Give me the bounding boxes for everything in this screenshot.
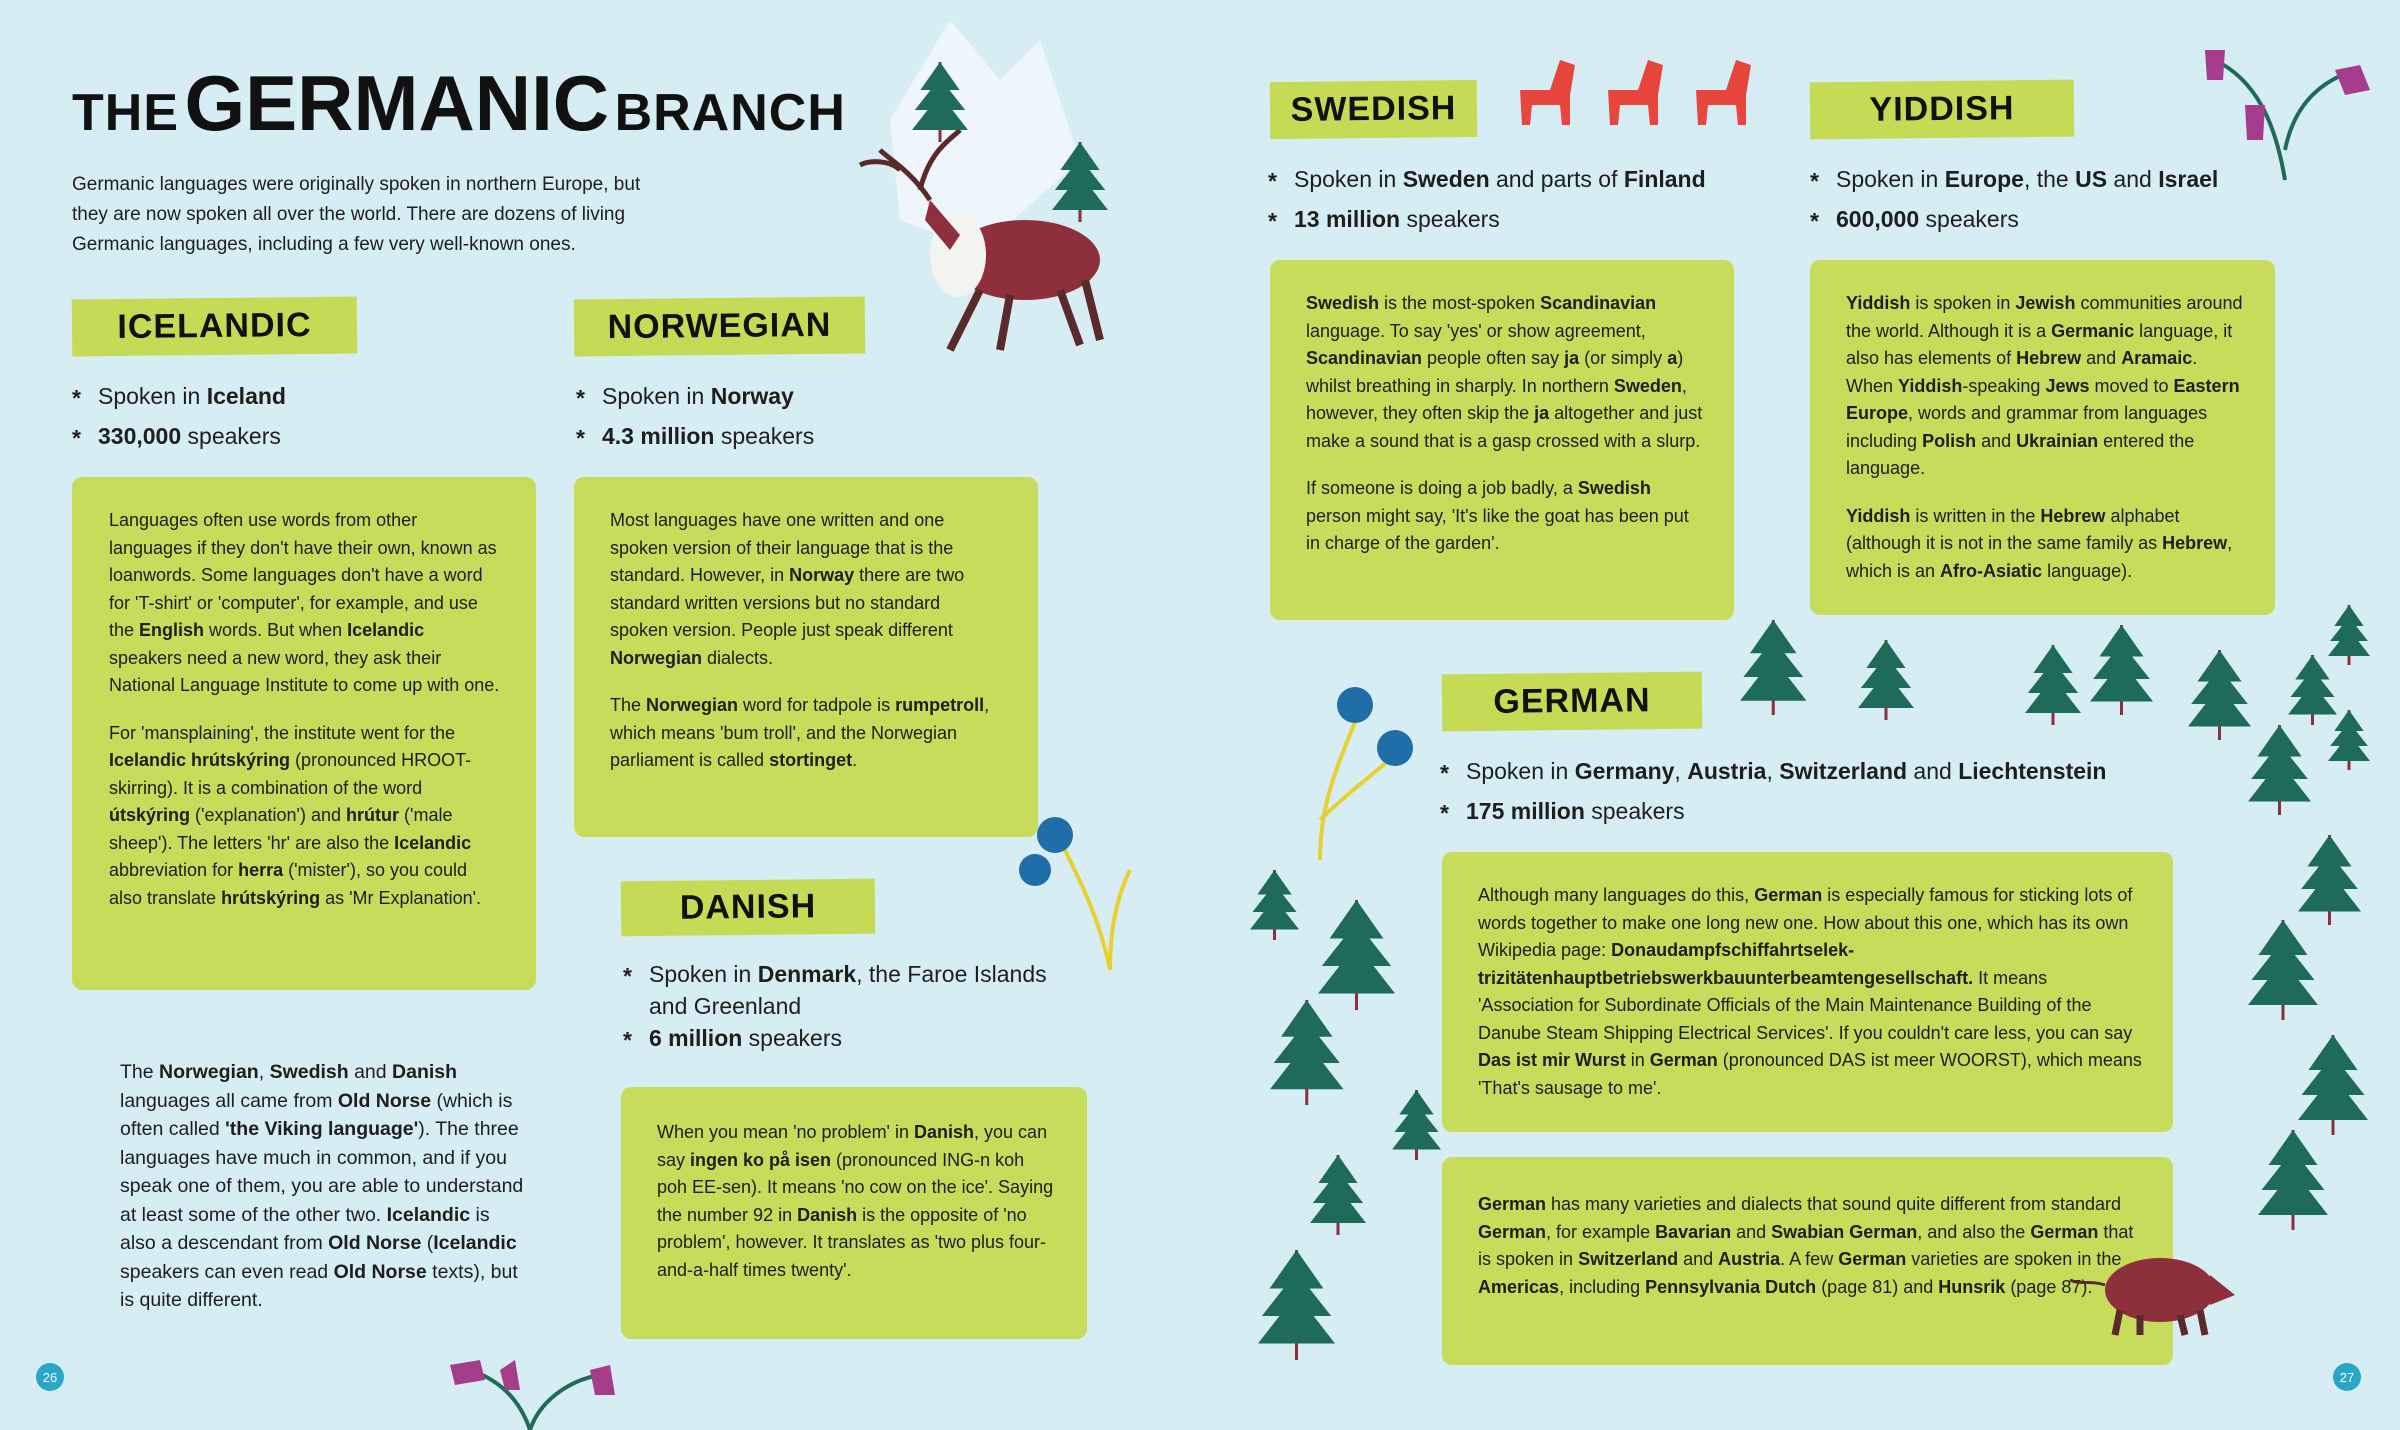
text-run: speakers can even read: [120, 1260, 334, 1283]
bold-term: Swedish: [1577, 478, 1651, 498]
icelandic-bullets: [72, 376, 532, 456]
bold-term: Finland: [1623, 166, 1706, 192]
text-run: Spoken in: [1294, 166, 1403, 192]
text-run: is the most-spoken: [1379, 293, 1541, 313]
bold-term: Swabian German: [1771, 1221, 1918, 1242]
text-run: When you mean 'no problem' in: [657, 1122, 915, 1142]
bullet-item: [1440, 751, 2200, 791]
text-run: speakers: [1400, 206, 1500, 232]
text-run: and parts of: [1489, 166, 1624, 192]
paragraph: [657, 1119, 1057, 1284]
bold-term: Hunsrik: [1938, 1276, 2006, 1297]
text-run: ('explanation') and: [190, 805, 347, 825]
text-run: ). The three languages have much in common, and if you speak one of them, you are able to understand at least some of the other two.: [120, 1118, 524, 1226]
bold-term: Jewish: [2015, 293, 2076, 313]
paragraph: [610, 692, 1002, 775]
paragraph: [109, 720, 500, 913]
text-run: .: [852, 750, 858, 770]
bullet-item: [72, 416, 532, 456]
bold-term: US: [2075, 166, 2108, 192]
swedish-bullets: [1268, 159, 1788, 239]
icelandic-label: ICELANDIC: [72, 297, 358, 357]
text-run: Spoken in: [649, 961, 758, 987]
dala-horses-illustration: [1500, 40, 1780, 140]
pine-tree-icon: [2090, 625, 2153, 715]
bold-term: Sweden: [1613, 375, 1682, 396]
text-run: is spoken in: [1910, 293, 2016, 313]
title-post: BRANCH: [614, 84, 846, 142]
pine-tree-icon: [1858, 640, 1914, 720]
bold-term: English: [139, 620, 205, 640]
text-run: languages all came from: [120, 1089, 338, 1112]
german-bullets: [1440, 751, 2200, 831]
text-run: that is spoken in: [1478, 1221, 2134, 1269]
dala-horse-icon: [1520, 60, 1575, 125]
bullet-item: [72, 376, 532, 416]
bold-term: Icelandic: [394, 832, 472, 853]
pine-tree-icon: [2328, 605, 2370, 665]
paragraph: [1306, 290, 1704, 455]
bold-term: 'the Viking language': [225, 1118, 419, 1140]
text-run: speakers: [714, 423, 815, 449]
page-title: [72, 58, 846, 149]
text-run: (page 81) and: [1816, 1276, 1939, 1297]
bold-term: Norwegian: [159, 1061, 259, 1083]
text-run: If someone is doing a job badly, a: [1306, 478, 1578, 498]
bold-term: Yiddish: [1846, 293, 1911, 313]
text-run: Spoken in: [1836, 166, 1945, 192]
swedish-box: [1270, 260, 1734, 620]
bold-term: Scandinavian: [1540, 293, 1657, 313]
text-run: alphabet (although it is not in the same family as: [1846, 505, 2180, 553]
text-run: abbreviation for: [109, 860, 239, 880]
paragraph: [1846, 503, 2249, 586]
bold-term: hrútur: [346, 805, 400, 825]
page-number-left: 26: [36, 1363, 64, 1391]
bold-term: Danish: [392, 1061, 458, 1083]
pine-tree-icon: [1318, 900, 1395, 1010]
bullet-item: [576, 416, 1036, 456]
bold-term: Aramaic: [2121, 348, 2193, 368]
bold-term: 330,000: [98, 423, 182, 449]
text-run: , which means 'bum troll', and the Norwegian parliament is called: [610, 695, 990, 770]
text-run: speakers: [181, 423, 281, 449]
norwegian-label: NORWEGIAN: [574, 296, 866, 356]
bold-term: Switzerland: [1578, 1249, 1679, 1269]
text-run: ) whilst breathing in sharply. In northern: [1306, 348, 1684, 396]
bold-term: Liechtenstein: [1958, 758, 2107, 784]
bold-term: rumpetroll: [895, 695, 985, 715]
bold-term: Yiddish: [1846, 505, 1911, 526]
bold-term: Scandinavian: [1306, 348, 1423, 368]
bold-term: Pennsylvania Dutch: [1645, 1276, 1817, 1297]
bold-term: Hebrew: [2040, 505, 2106, 526]
text-run: and: [2081, 348, 2122, 368]
bold-term: Yiddish: [1898, 375, 1963, 396]
danish-bullets: [623, 958, 1073, 1054]
bold-term: ingen ko på isen: [690, 1149, 832, 1170]
text-run: (: [421, 1232, 434, 1254]
text-run: moved to: [2089, 375, 2174, 396]
text-run: Although many languages do this,: [1478, 885, 1755, 905]
text-run: , the: [2023, 166, 2076, 192]
cornflower-illustration: [1300, 680, 1410, 870]
pine-tree-icon: [1270, 1000, 1344, 1105]
bullet-item: [1440, 791, 2200, 831]
pine-tree-icon: [1250, 870, 1299, 940]
bold-term: Swedish: [269, 1061, 349, 1083]
bold-term: Austria: [1687, 758, 1767, 784]
bold-term: Germany: [1574, 758, 1675, 784]
pine-tree-icon: [2025, 645, 2081, 725]
text-run: Spoken in: [98, 383, 207, 409]
text-run: , including: [1559, 1276, 1646, 1297]
text-run: For 'mansplaining', the institute went for the: [109, 722, 456, 743]
text-run: ,: [258, 1061, 270, 1083]
text-run: speakers: [742, 1025, 843, 1051]
pine-tree-icon: [1258, 1250, 1335, 1360]
bold-term: a: [1667, 348, 1678, 368]
bold-term: Americas: [1478, 1276, 1560, 1297]
text-run: , however, they often skip the: [1306, 375, 1687, 423]
bold-term: 600,000: [1836, 206, 1920, 232]
text-run: word for tadpole is: [738, 695, 896, 715]
bold-term: Old Norse: [328, 1232, 422, 1254]
text-run: speakers: [1584, 798, 1685, 824]
text-run: varieties are spoken in the: [1906, 1249, 2122, 1269]
icelandic-box: [72, 477, 536, 990]
bold-term: Donaudampfschiffahrtselek-trizitätenhauptbetriebswerkbauunterbeamtengesellschaft.: [1478, 940, 1974, 988]
text-run: language. To say 'yes' or show agreement,: [1306, 320, 1646, 341]
text-run: . A few: [1780, 1249, 1839, 1269]
bold-term: 13 million: [1294, 206, 1401, 232]
page-number-right: 27: [2333, 1363, 2361, 1391]
text-run: . When: [1846, 348, 2198, 396]
bold-term: German: [2030, 1221, 2099, 1242]
bullet-item: [1268, 199, 1788, 239]
norwegian-bullets: [576, 376, 1036, 456]
bold-term: Hebrew: [2162, 533, 2228, 553]
bold-term: German: [1838, 1249, 1907, 1269]
text-run: and: [1976, 430, 2017, 451]
text-run: entered the language.: [1846, 430, 2195, 478]
text-run: and: [1678, 1249, 1719, 1269]
text-run: is especially famous for sticking lots of words together to make one long new one. How about this one, which has its own Wikipedia page:: [1478, 885, 2133, 960]
text-run: as 'Mr Explanation'.: [320, 887, 482, 908]
dala-horse-icon: [1696, 60, 1751, 125]
bold-term: Norway: [710, 383, 794, 409]
paragraph: [1478, 882, 2143, 1102]
pine-tree-icon: [2328, 710, 2370, 770]
text-run: (or simply: [1579, 348, 1668, 368]
text-run: Most languages have one written and one spoken version of their language that is the standard. However, in: [610, 510, 954, 585]
danish-box: [621, 1087, 1087, 1339]
bold-term: 4.3 million: [602, 423, 715, 449]
pine-tree-icon: [912, 62, 968, 142]
text-run: (pronounced ING-n koh poh EE-sen). It means 'no cow on the ice'. Saying the number 92 in: [657, 1149, 1054, 1225]
bold-term: útskýring: [109, 805, 191, 825]
text-run: , the Faroe Islands and Greenland: [649, 961, 1047, 1019]
text-run: language, it also has elements of: [1846, 320, 2233, 368]
text-run: is also a descendant from: [120, 1203, 490, 1254]
bold-term: ja: [1534, 403, 1550, 423]
bold-term: Israel: [2158, 166, 2219, 192]
text-run: is written in the: [1910, 505, 2041, 526]
bold-term: German: [1478, 1221, 1547, 1242]
bullet-item: [623, 1022, 1073, 1054]
paragraph: [1478, 1191, 2143, 1301]
text-run: -speaking: [1962, 375, 2046, 396]
text-run: has many varieties and dialects that sound quite different from standard: [1546, 1194, 2122, 1214]
bold-term: Ukrainian: [2016, 430, 2099, 451]
text-run: communities around the world. Although it is a: [1846, 293, 2243, 341]
bold-term: Hebrew: [2016, 348, 2082, 368]
text-run: Spoken in: [1466, 758, 1575, 784]
bold-term: Austria: [1718, 1249, 1781, 1269]
text-run: , which is an: [1846, 533, 2233, 581]
paragraph: [610, 507, 1002, 672]
bullet-item: [1268, 159, 1788, 199]
text-run: The: [610, 695, 647, 715]
text-run: ,: [1766, 758, 1780, 784]
text-run: ('mister'), so you could also translate: [109, 860, 468, 908]
text-run: people often say: [1422, 348, 1565, 368]
bold-term: Swedish: [1306, 293, 1380, 313]
text-run: It means 'Association for Subordinate Officials of the Main Maintenance Building of the Danube Steam Shipping Electrical Services'. If you couldn't care less, you can say: [1478, 967, 2133, 1043]
text-run: there are two standard written versions but no standard spoken version. People just speak different: [610, 565, 965, 640]
pine-tree-icon: [2298, 1035, 2368, 1135]
bold-term: German: [1649, 1050, 1718, 1070]
bold-term: Old Norse: [337, 1089, 432, 1112]
bold-term: Europe: [1944, 166, 2024, 192]
text-run: and: [1731, 1221, 1772, 1242]
intro-text: Germanic languages were originally spoken in northern Europe, but they are now spoken all over the world. There are dozens of living Germanic languages, including a few very well-known ones.: [72, 174, 641, 255]
bold-term: Afro-Asiatic: [1940, 560, 2043, 581]
title-pre: THE: [72, 84, 179, 142]
text-run: The: [120, 1061, 160, 1083]
yiddish-label: YIDDISH: [1810, 80, 2075, 140]
text-run: altogether and just make a sound that is a gasp crossed with a slurp.: [1306, 403, 1703, 451]
dala-horse-icon: [1608, 60, 1663, 125]
text-run: (pronounced DAS ist meer WOORST), which means 'That's sausage to me'.: [1478, 1050, 2142, 1098]
pine-tree-icon: [2298, 835, 2361, 925]
bold-term: 6 million: [649, 1025, 743, 1051]
text-run: words. But when: [204, 620, 348, 640]
title-main: GERMANIC: [184, 59, 610, 147]
text-run: , and also the: [1917, 1221, 2031, 1242]
bold-term: Jews: [2045, 375, 2090, 396]
text-run: Spoken in: [602, 383, 711, 409]
pine-tree-icon: [1740, 620, 1807, 715]
boar-illustration: [2060, 1240, 2240, 1340]
text-run: texts), but is quite different.: [120, 1260, 518, 1311]
bold-term: Norwegian: [646, 695, 739, 715]
pine-tree-icon: [2248, 920, 2318, 1020]
danish-label: DANISH: [621, 879, 876, 937]
text-run: dialects.: [702, 647, 774, 668]
paragraph: [109, 507, 500, 700]
swedish-label: SWEDISH: [1270, 80, 1478, 139]
yiddish-box: [1810, 260, 2275, 615]
bold-term: Danish: [797, 1204, 858, 1225]
bold-term: hrútskýring: [221, 887, 321, 908]
pine-tree-icon: [1392, 1090, 1441, 1160]
bold-term: Bavarian: [1655, 1221, 1732, 1242]
text-run: (which is often called: [120, 1089, 513, 1140]
pine-tree-icon: [2258, 1130, 2328, 1230]
bold-term: Germanic: [2051, 320, 2135, 341]
cornflower-illustration: [1010, 800, 1130, 980]
norwegian-box: [574, 477, 1038, 837]
bold-term: Norway: [789, 565, 855, 585]
bold-term: Eastern Europe: [1846, 375, 2240, 423]
bold-term: Icelandic: [347, 620, 425, 640]
bold-term: herra: [238, 860, 284, 880]
text-run: (pronounced HROOT-skirring). It is a combination of the word: [109, 750, 472, 798]
text-run: and: [348, 1061, 393, 1083]
bellflower-illustration: [2185, 20, 2375, 180]
bold-term: stortinget: [769, 750, 853, 770]
pine-tree-icon: [1052, 142, 1108, 222]
text-run: person might say, 'It's like the goat has been put in charge of the garden'.: [1306, 505, 1689, 553]
bullet-item: [623, 958, 1073, 1022]
bold-term: 175 million: [1466, 798, 1585, 824]
text-run: is the opposite of 'no problem', however. It translates as 'two plus four-and-a-half times twenty'.: [657, 1204, 1047, 1280]
bold-term: ja: [1564, 348, 1580, 368]
old-norse-paragraph: [120, 1058, 530, 1315]
bold-term: Norwegian: [610, 647, 703, 668]
text-run: and: [2107, 166, 2159, 192]
bullet-item: [1810, 199, 2330, 239]
pine-tree-icon: [2248, 725, 2311, 815]
text-run: speakers: [1919, 206, 2019, 232]
text-run: , words and grammar from languages including: [1846, 403, 2208, 451]
bellflower-illustration: [440, 1350, 620, 1430]
bold-term: Iceland: [206, 383, 286, 409]
text-run: (page 87).: [2005, 1276, 2093, 1297]
text-run: in: [1625, 1050, 1650, 1070]
bold-term: Icelandic hrútskýring: [109, 750, 291, 770]
text-run: , for example: [1546, 1221, 1656, 1242]
bold-term: Das ist mir Wurst: [1478, 1050, 1626, 1070]
bold-term: Icelandic: [386, 1203, 471, 1226]
bold-term: Polish: [1922, 430, 1977, 451]
pine-tree-icon: [1310, 1155, 1366, 1235]
bold-term: German: [1478, 1194, 1547, 1214]
bold-term: Old Norse: [333, 1260, 427, 1283]
pine-tree-icon: [2188, 650, 2251, 740]
text-run: and: [1907, 758, 1959, 784]
bold-term: Icelandic: [433, 1232, 517, 1254]
bold-term: Denmark: [757, 961, 857, 987]
text-run: Languages often use words from other languages if they don't have their own, known as loanwords. Some languages don't have a word for 'T-shirt' or 'computer', for example, and use the: [109, 510, 497, 640]
paragraph: [1846, 290, 2249, 483]
bullet-item: [576, 376, 1036, 416]
bold-term: Danish: [914, 1122, 975, 1142]
bold-term: Switzerland: [1779, 758, 1908, 784]
bold-term: Sweden: [1402, 166, 1490, 192]
bold-term: German: [1754, 885, 1823, 905]
text-run: , you can say: [657, 1122, 1048, 1170]
german-box-compounds: [1442, 852, 2173, 1132]
text-run: ('male sheep'). The letters 'hr' are also the: [109, 805, 453, 853]
text-run: ,: [1674, 758, 1688, 784]
paragraph: [1306, 475, 1704, 558]
text-run: speakers need a new word, they ask their National Language Institute to come up with one.: [109, 647, 500, 695]
text-run: language).: [2042, 560, 2133, 581]
german-label: GERMAN: [1442, 672, 1703, 732]
